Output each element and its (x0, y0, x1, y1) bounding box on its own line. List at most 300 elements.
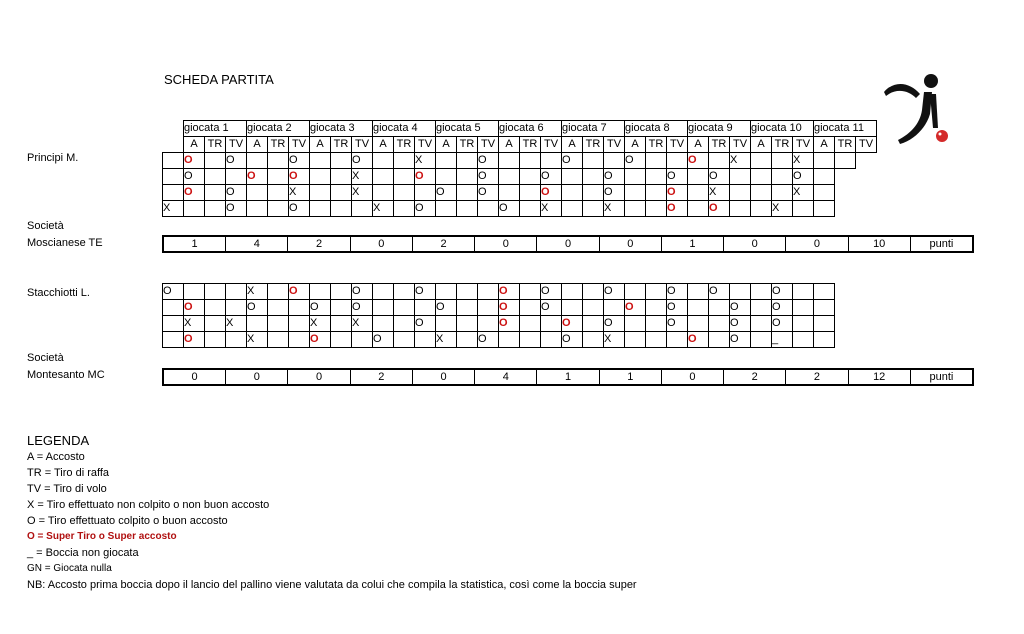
score-cell: 0 (536, 237, 598, 251)
grid-cell (457, 284, 478, 300)
score-cell: 1 (191, 238, 198, 250)
grid-cell (331, 300, 352, 316)
legend-nb: NB: Accosto prima boccia dopo il lancio del pallino viene valutata da colui che compila la statistica, così come la boccia super (27, 579, 637, 591)
grid-cell (352, 201, 373, 217)
grid-cell (184, 153, 205, 169)
grid-cell (541, 185, 562, 201)
score-cell: 0 (225, 370, 287, 384)
grid-cell (814, 316, 835, 332)
grid-cell (667, 185, 688, 201)
score-cell: 0 (599, 237, 661, 251)
grid-cell (541, 332, 562, 348)
legend-gn: GN = Giocata nulla (27, 563, 112, 574)
grid-cell (520, 201, 541, 217)
grid-cell (394, 316, 415, 332)
grid-cell (562, 284, 583, 300)
grid-cell (184, 284, 205, 300)
grid-cell (247, 316, 268, 332)
grid-cell (751, 201, 772, 217)
grid-cell: X (226, 316, 247, 332)
grid-cell: X (793, 153, 814, 169)
grid-cell: X (289, 185, 310, 201)
grid-cell (709, 316, 730, 332)
grid-cell (814, 284, 835, 300)
super-mark: O (184, 333, 193, 345)
grid-cell (268, 201, 289, 217)
grid-cell (583, 284, 604, 300)
subcol-header: TR (583, 137, 604, 153)
score-cell: 4 (474, 370, 536, 384)
grid-cell (289, 169, 310, 185)
grid-cell (436, 169, 457, 185)
subcol-header: A (562, 137, 583, 153)
score-cell: 0 (412, 370, 474, 384)
grid-cell (499, 153, 520, 169)
grid-cell: X (163, 201, 184, 217)
super-mark: O (184, 301, 193, 313)
grid-cell (289, 316, 310, 332)
grid-cell (436, 201, 457, 217)
grid-cell (415, 169, 436, 185)
subcol-header: TR (709, 137, 730, 153)
grid-cell (163, 300, 184, 316)
grid-cell (436, 153, 457, 169)
grid-cell (583, 332, 604, 348)
grid-cell: X (604, 201, 625, 217)
grid-cell (331, 185, 352, 201)
grid-cell: O (226, 153, 247, 169)
grid-cell: X (352, 316, 373, 332)
grid-cell: O (667, 300, 688, 316)
grid-cell (163, 153, 184, 169)
grid-cell: O (184, 169, 205, 185)
grid-cell: X (352, 169, 373, 185)
subcol-header: TV (793, 137, 814, 153)
grid-cell: X (709, 185, 730, 201)
player1-societa: Moscianese TE (27, 237, 103, 249)
grid-cell: X (730, 153, 751, 169)
grid-cell (331, 332, 352, 348)
score-grid-row (163, 169, 877, 185)
grid-cell (646, 332, 667, 348)
grid-cell (520, 153, 541, 169)
grid-cell (625, 300, 646, 316)
subcol-header: TV (730, 137, 751, 153)
grid-cell: O (373, 332, 394, 348)
subcol-header: TR (772, 137, 793, 153)
grid-cell (247, 169, 268, 185)
score-cell: 2 (723, 370, 785, 384)
grid-cell (457, 169, 478, 185)
grid-cell: O (436, 300, 457, 316)
grid-cell (163, 185, 184, 201)
grid-cell (499, 284, 520, 300)
grid-cell: O (478, 153, 499, 169)
subcol-header: A (814, 137, 835, 153)
grid-cell (205, 300, 226, 316)
grid-cell (226, 300, 247, 316)
player-leg (930, 94, 938, 128)
grid-cell (184, 300, 205, 316)
player1-name: Principi M. (27, 152, 79, 164)
grid-cell (268, 300, 289, 316)
grid-cell (415, 300, 436, 316)
grid-cell (667, 332, 688, 348)
subcol-header: TR (646, 137, 667, 153)
grid-cell: O (247, 300, 268, 316)
grid-cell (373, 316, 394, 332)
grid-cell (604, 153, 625, 169)
super-mark: O (541, 186, 550, 198)
player2-societa-label: Società (27, 352, 64, 364)
grid-cell (394, 300, 415, 316)
grid-cell (793, 201, 814, 217)
super-mark: O (562, 317, 571, 329)
grid-cell (751, 316, 772, 332)
grid-cell (478, 300, 499, 316)
grid-cell: X (793, 185, 814, 201)
grid-cell (352, 332, 373, 348)
subcol-header: TR (205, 137, 226, 153)
grid-cell (331, 316, 352, 332)
super-mark: O (499, 285, 508, 297)
super-mark: O (415, 170, 424, 182)
grid-cell: O (625, 153, 646, 169)
grid-cell (646, 300, 667, 316)
grid-cell (562, 185, 583, 201)
grid-cell (163, 169, 184, 185)
grid-cell (289, 284, 310, 300)
grid-cell: X (604, 332, 625, 348)
grid-cell: O (310, 300, 331, 316)
grid-cell: O (163, 284, 184, 300)
score-cell: 1 (599, 370, 661, 384)
grid-cell (583, 300, 604, 316)
player2-societa: Montesanto MC (27, 369, 105, 381)
grid-cell: O (604, 284, 625, 300)
grid-cell (373, 284, 394, 300)
subcol-header: TR (835, 137, 856, 153)
score-cell: 2 (287, 237, 349, 251)
grid-cell (499, 332, 520, 348)
player2-name: Stacchiotti L. (27, 287, 90, 299)
grid-cell (625, 316, 646, 332)
grid-cell: O (478, 169, 499, 185)
score-cell: 4 (225, 237, 287, 251)
subcol-header: TV (415, 137, 436, 153)
score-cell: 0 (785, 237, 847, 251)
grid-cell: O (730, 316, 751, 332)
grid-cell (688, 169, 709, 185)
grid-cell (226, 284, 247, 300)
grid-cell (310, 201, 331, 217)
grid-cell (709, 153, 730, 169)
subcol-header: A (688, 137, 709, 153)
super-mark: O (310, 333, 319, 345)
grid-cell (814, 332, 835, 348)
grid-cell (478, 316, 499, 332)
grid-cell: O (478, 332, 499, 348)
grid-cell: O (289, 201, 310, 217)
subcol-header: TV (667, 137, 688, 153)
grid-cell (520, 332, 541, 348)
legend-title: LEGENDA (27, 433, 90, 448)
grid-cell (793, 300, 814, 316)
super-mark: O (289, 170, 298, 182)
player2-score-row (162, 368, 974, 386)
grid-cell: _ (772, 332, 793, 348)
legend-item: X = Tiro effettuato non colpito o non buon accosto (27, 499, 270, 511)
grid-cell (457, 185, 478, 201)
bocce-player-logo (880, 70, 960, 146)
grid-cell: O (352, 284, 373, 300)
grid-cell (709, 300, 730, 316)
grid-cell: O (436, 185, 457, 201)
score-cell: punti (910, 370, 972, 384)
grid-cell (457, 316, 478, 332)
grid-cell (184, 332, 205, 348)
grid-cell (373, 185, 394, 201)
grid-cell (205, 153, 226, 169)
grid-cell (688, 300, 709, 316)
grid-cell (268, 316, 289, 332)
grid-cell: X (436, 332, 457, 348)
grid-cell: X (373, 201, 394, 217)
grid-cell (289, 300, 310, 316)
grid-cell (373, 169, 394, 185)
grid-cell (478, 201, 499, 217)
grid-cell (268, 284, 289, 300)
grid-cell (499, 185, 520, 201)
grid-cell (394, 185, 415, 201)
grid-cell (625, 332, 646, 348)
subcol-header: A (436, 137, 457, 153)
super-mark: O (499, 301, 508, 313)
grid-cell (751, 284, 772, 300)
grid-cell (688, 153, 709, 169)
player1-societa-label: Società (27, 220, 64, 232)
grid-cell: O (709, 284, 730, 300)
bocce-ball (936, 130, 948, 142)
subcol-header: A (499, 137, 520, 153)
grid-cell (562, 316, 583, 332)
grid-cell (583, 316, 604, 332)
player1-score-row (162, 235, 974, 253)
grid-cell: O (352, 300, 373, 316)
grid-cell: O (604, 185, 625, 201)
subcol-header: A (184, 137, 205, 153)
grid-cell (205, 201, 226, 217)
grid-cell: O (415, 316, 436, 332)
super-mark: O (625, 301, 634, 313)
grid-cell (499, 300, 520, 316)
subcol-header: TV (352, 137, 373, 153)
grid-cell (205, 169, 226, 185)
grid-cell (688, 316, 709, 332)
giocata-header: giocata 4 (373, 121, 436, 137)
subcol-header: TV (604, 137, 625, 153)
subcol-header: TR (394, 137, 415, 153)
giocate-header-row (163, 121, 877, 137)
grid-cell (478, 284, 499, 300)
grid-cell: O (667, 169, 688, 185)
subcol-header: A (310, 137, 331, 153)
grid-cell (583, 169, 604, 185)
grid-cell (583, 153, 604, 169)
score-grid-row (163, 201, 877, 217)
grid-cell: X (415, 153, 436, 169)
grid-cell (751, 169, 772, 185)
legend-item: A = Accosto (27, 451, 85, 463)
grid-cell (499, 316, 520, 332)
score-cell: 10 (848, 237, 910, 251)
giocata-header: giocata 2 (247, 121, 310, 137)
grid-cell (646, 153, 667, 169)
grid-cell (184, 201, 205, 217)
grid-cell: O (541, 300, 562, 316)
grid-cell (835, 153, 856, 169)
grid-cell (520, 169, 541, 185)
grid-cell: O (499, 201, 520, 217)
super-mark: O (247, 170, 256, 182)
grid-cell (520, 316, 541, 332)
giocata-header: giocata 7 (562, 121, 625, 137)
giocata-header: giocata 3 (310, 121, 373, 137)
grid-cell (709, 201, 730, 217)
subcol-header: A (751, 137, 772, 153)
subcol-header-row (163, 137, 877, 153)
grid-cell: X (184, 316, 205, 332)
grid-cell (310, 284, 331, 300)
legend-item: TV = Tiro di volo (27, 483, 107, 495)
super-mark: O (667, 202, 676, 214)
grid-cell: O (709, 169, 730, 185)
grid-cell: O (730, 300, 751, 316)
score-cell: 0 (723, 237, 785, 251)
subcol-header: TR (268, 137, 289, 153)
grid-cell (730, 169, 751, 185)
super-mark: O (667, 186, 676, 198)
grid-cell (772, 185, 793, 201)
grid-cell (688, 332, 709, 348)
grid-cell (205, 284, 226, 300)
score-grid-row (163, 284, 835, 300)
grid-cell (730, 185, 751, 201)
grid-cell (205, 185, 226, 201)
legend (27, 433, 637, 593)
score-cell: 1 (536, 370, 598, 384)
grid-cell (415, 185, 436, 201)
score-grid-row (163, 300, 835, 316)
grid-cell: O (772, 316, 793, 332)
grid-cell: O (226, 201, 247, 217)
grid-cell (751, 185, 772, 201)
score-cell: 0 (191, 371, 198, 383)
giocata-header: giocata 11 (814, 121, 877, 137)
grid-cell (709, 332, 730, 348)
grid-cell (268, 332, 289, 348)
grid-cell (457, 300, 478, 316)
page-title: SCHEDA PARTITA (164, 72, 274, 87)
grid-cell (205, 332, 226, 348)
grid-cell (814, 169, 835, 185)
grid-cell (667, 153, 688, 169)
subcol-header: TV (541, 137, 562, 153)
grid-cell: X (310, 316, 331, 332)
grid-cell (310, 169, 331, 185)
giocata-header: giocata 10 (751, 121, 814, 137)
grid-cell (814, 185, 835, 201)
grid-cell (247, 201, 268, 217)
grid-cell: O (793, 169, 814, 185)
super-mark: O (709, 202, 718, 214)
grid-cell: X (247, 284, 268, 300)
player-head (924, 74, 938, 88)
grid-cell (772, 153, 793, 169)
grid-cell (793, 284, 814, 300)
grid-cell (688, 185, 709, 201)
player2-score-grid (162, 283, 835, 348)
subcol-header: TV (289, 137, 310, 153)
grid-cell (163, 316, 184, 332)
legend-super: O = Super Tiro o Super accosto (27, 531, 177, 542)
grid-cell (247, 153, 268, 169)
grid-cell (331, 153, 352, 169)
score-grid-row (163, 332, 835, 348)
subcol-header: TV (478, 137, 499, 153)
grid-cell (793, 316, 814, 332)
grid-cell (730, 284, 751, 300)
grid-cell (394, 284, 415, 300)
grid-cell (520, 185, 541, 201)
grid-cell (646, 169, 667, 185)
grid-cell (793, 332, 814, 348)
grid-cell: X (352, 185, 373, 201)
score-cell: 1 (661, 237, 723, 251)
legend-boccia: _ = Boccia non giocata (27, 547, 139, 559)
grid-cell (541, 153, 562, 169)
grid-cell: O (478, 185, 499, 201)
grid-cell (268, 153, 289, 169)
super-mark: O (499, 317, 508, 329)
grid-cell: O (289, 153, 310, 169)
grid-cell: O (415, 201, 436, 217)
score-grid-row (163, 316, 835, 332)
grid-cell (373, 153, 394, 169)
grid-cell (310, 185, 331, 201)
giocata-header: giocata 6 (499, 121, 562, 137)
grid-cell: O (541, 284, 562, 300)
legend-item: TR = Tiro di raffa (27, 467, 110, 479)
grid-cell (688, 284, 709, 300)
grid-cell (688, 201, 709, 217)
score-cell: 2 (350, 370, 412, 384)
grid-cell (814, 201, 835, 217)
player-arm (884, 84, 920, 98)
grid-cell (562, 169, 583, 185)
score-cell: 0 (474, 237, 536, 251)
grid-cell (646, 201, 667, 217)
grid-cell: O (352, 153, 373, 169)
grid-cell (436, 284, 457, 300)
subcol-header: TR (331, 137, 352, 153)
grid-cell (646, 284, 667, 300)
grid-cell (394, 201, 415, 217)
subcol-header: TR (520, 137, 541, 153)
grid-cell: X (541, 201, 562, 217)
grid-cell (226, 332, 247, 348)
player-body (898, 92, 932, 144)
